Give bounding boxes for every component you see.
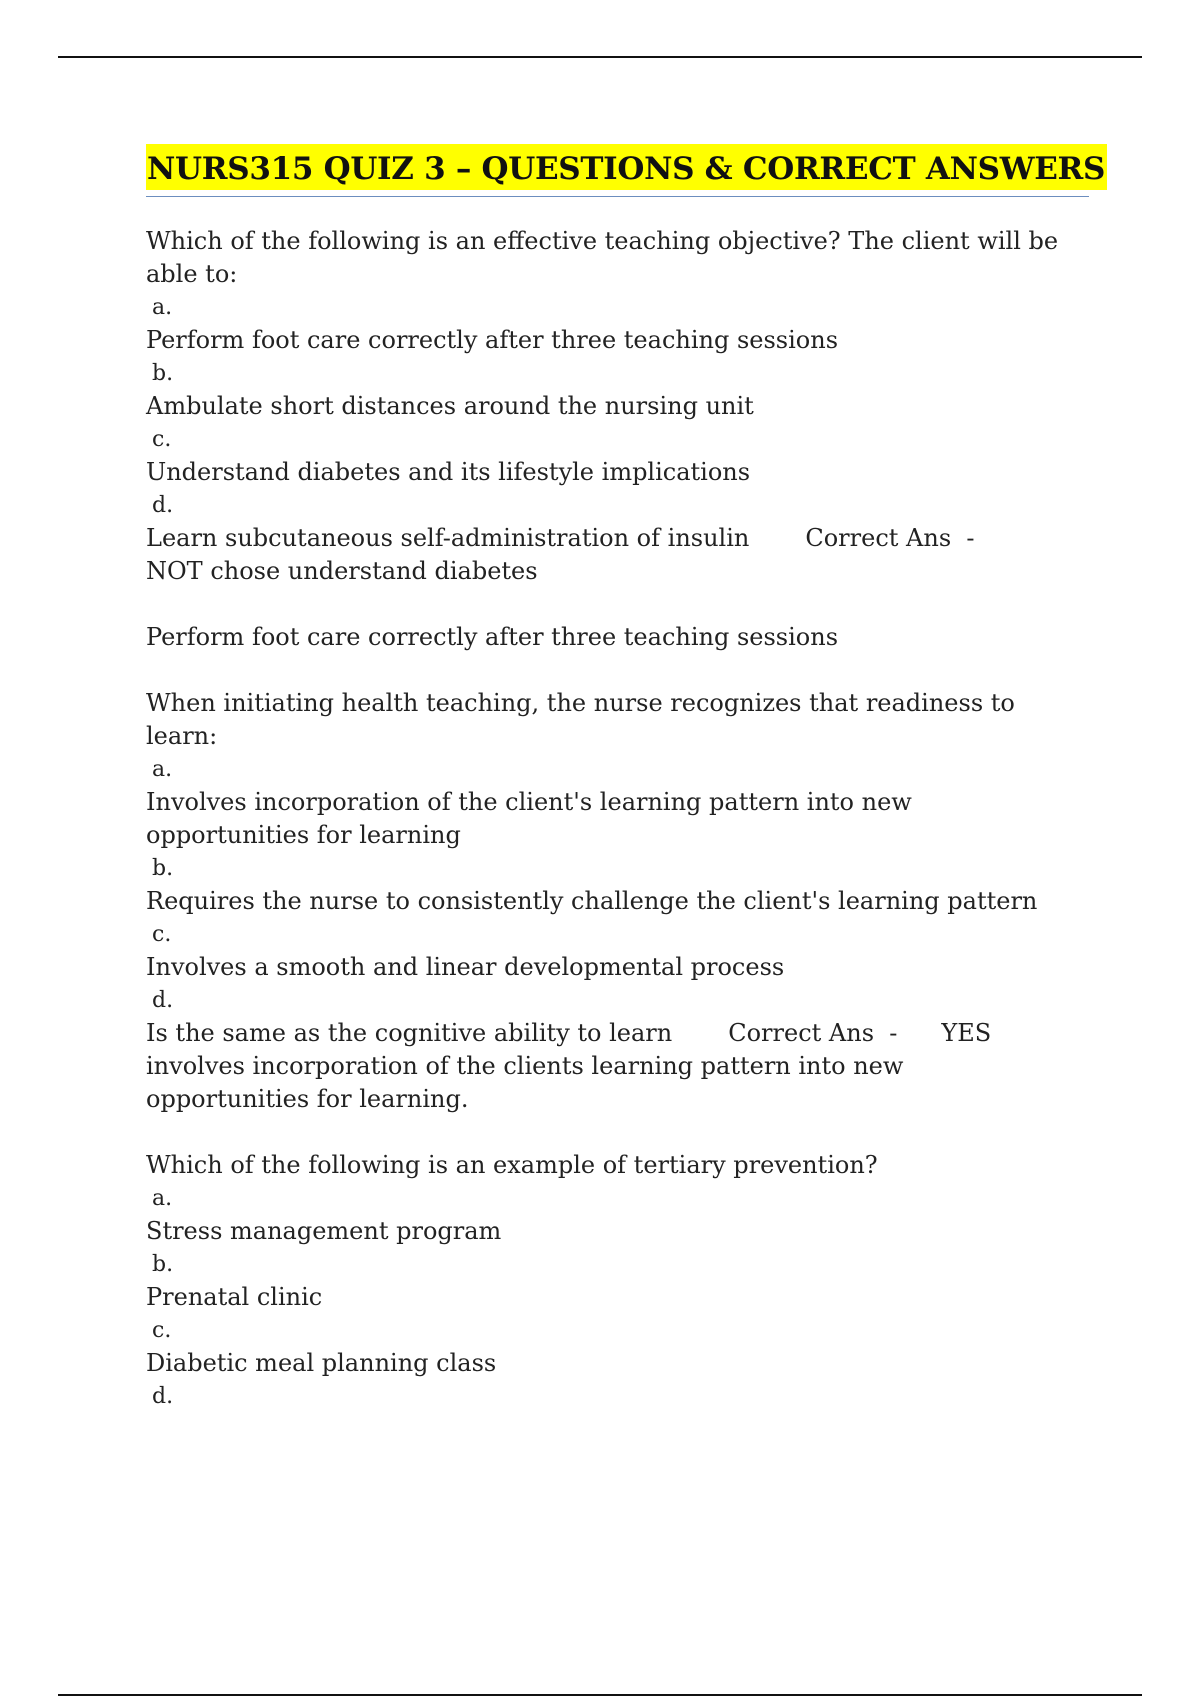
question-separator (146, 654, 1096, 687)
option-letter: c. (152, 1318, 172, 1343)
question-stem-line: learn: (146, 722, 218, 750)
option-text: Involves a smooth and linear developmental process (146, 953, 785, 981)
option-letter: d. (152, 988, 174, 1013)
option-text: Understand diabetes and its lifestyle implications (146, 458, 751, 486)
option-text: Perform foot care correctly after three teaching sessions (146, 326, 839, 354)
option-letter: a. (152, 757, 173, 782)
question-stem-line: able to: (146, 260, 238, 288)
document-title: NURS315 QUIZ 3 – QUESTIONS & CORRECT ANSWERS (146, 144, 1107, 190)
option-letter: d. (152, 493, 174, 518)
question-1 (146, 225, 1096, 654)
question-2 (146, 687, 1096, 1116)
option-letter: d. (152, 1384, 174, 1409)
option-letter: a. (152, 1186, 173, 1211)
question-separator (146, 1116, 1096, 1149)
question-3 (146, 1149, 1096, 1413)
option-text-with-answer (146, 1017, 1096, 1050)
question-stem-line: Which of the following is an example of tertiary prevention? (146, 1151, 878, 1179)
option-letter: b. (152, 361, 174, 386)
page-top-rule (58, 56, 1142, 58)
option-text: Involves incorporation of the client's learning pattern into new (146, 788, 912, 816)
question-stem-line: When initiating health teaching, the nurse recognizes that readiness to (146, 689, 1015, 717)
question-stem-line: Which of the following is an effective teaching objective? The client will be (146, 227, 1059, 255)
document-body (146, 144, 1106, 1413)
option-letter: a. (152, 295, 173, 320)
answer-label: Correct Ans - (805, 524, 975, 552)
option-letter: c. (152, 427, 172, 452)
option-text: Learn subcutaneous self-administration of insulin (146, 524, 750, 552)
option-text-with-answer (146, 522, 1096, 555)
option-text: Stress management program (146, 1217, 502, 1245)
title-underline (146, 196, 1089, 197)
blank-line (146, 588, 1096, 621)
option-text: opportunities for learning (146, 821, 461, 849)
option-text: Prenatal clinic (146, 1283, 323, 1311)
option-letter: b. (152, 1252, 174, 1277)
answer-text: opportunities for learning. (146, 1085, 469, 1113)
answer-text: involves incorporation of the clients learning pattern into new (146, 1052, 904, 1080)
answer-label: Correct Ans - (728, 1019, 898, 1047)
answer-text: NOT chose understand diabetes (146, 557, 538, 585)
option-text: Ambulate short distances around the nursing unit (146, 392, 754, 420)
option-text: Requires the nurse to consistently challenge the client's learning pattern (146, 887, 1038, 915)
page-bottom-rule (58, 1694, 1142, 1696)
option-letter: c. (152, 922, 172, 947)
option-text: Diabetic meal planning class (146, 1349, 497, 1377)
answer-inline: YES (941, 1019, 992, 1047)
option-text: Is the same as the cognitive ability to learn (146, 1019, 673, 1047)
option-letter: b. (152, 856, 174, 881)
answer-text: Perform foot care correctly after three teaching sessions (146, 623, 839, 651)
